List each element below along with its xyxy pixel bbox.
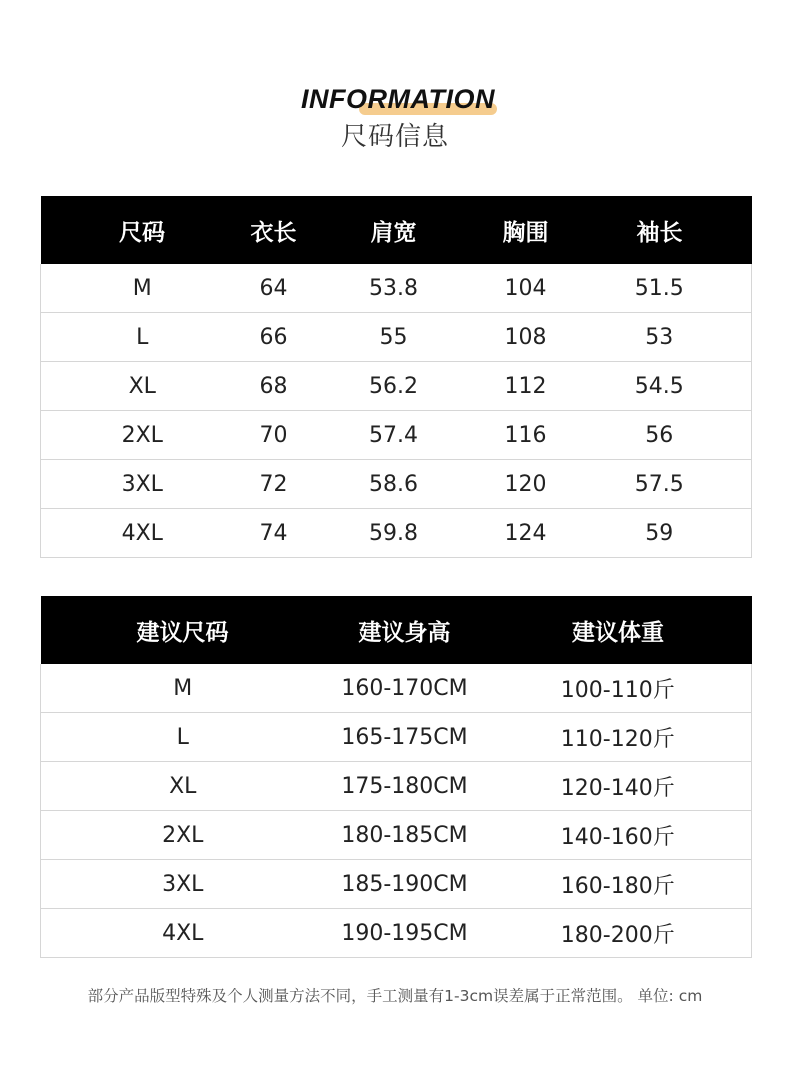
cell-sleeve: 54.5 bbox=[568, 362, 752, 411]
title-english bbox=[301, 82, 495, 116]
cell-shoulder: 55 bbox=[304, 313, 484, 362]
cell-weight: 100-110斤 bbox=[485, 664, 752, 713]
cell-size: M bbox=[41, 264, 244, 313]
header-sleeve: 袖长 bbox=[568, 196, 752, 264]
cell-size: XL bbox=[41, 762, 325, 811]
header-size: 尺码 bbox=[41, 196, 244, 264]
table-row bbox=[41, 460, 752, 509]
cell-chest: 120 bbox=[484, 460, 568, 509]
cell-length: 64 bbox=[244, 264, 304, 313]
cell-sleeve: 56 bbox=[568, 411, 752, 460]
cell-shoulder: 56.2 bbox=[304, 362, 484, 411]
cell-chest: 116 bbox=[484, 411, 568, 460]
header-chest: 胸围 bbox=[484, 196, 568, 264]
cell-sleeve: 53 bbox=[568, 313, 752, 362]
cell-weight: 180-200斤 bbox=[485, 909, 752, 958]
table-row bbox=[41, 509, 752, 558]
cell-chest: 108 bbox=[484, 313, 568, 362]
header-recommended-size: 建议尺码 bbox=[41, 596, 325, 664]
cell-chest: 124 bbox=[484, 509, 568, 558]
cell-weight: 120-140斤 bbox=[485, 762, 752, 811]
table-row bbox=[41, 411, 752, 460]
measurement-footnote: 部分产品版型特殊及个人测量方法不同，手工测量有1-3cm误差属于正常范围。 单位: cm bbox=[87, 987, 703, 1005]
cell-length: 66 bbox=[244, 313, 304, 362]
cell-size: 3XL bbox=[41, 860, 325, 909]
cell-shoulder: 59.8 bbox=[304, 509, 484, 558]
title-chinese: 尺码信息 bbox=[340, 122, 449, 152]
table-row bbox=[41, 313, 752, 362]
header-recommended-weight: 建议体重 bbox=[485, 596, 752, 664]
recommendation-header-row bbox=[41, 596, 752, 664]
table-row bbox=[41, 860, 752, 909]
table-row bbox=[41, 664, 752, 713]
cell-length: 72 bbox=[244, 460, 304, 509]
cell-size: 2XL bbox=[41, 411, 244, 460]
cell-height: 165-175CM bbox=[325, 713, 485, 762]
cell-height: 180-185CM bbox=[325, 811, 485, 860]
cell-weight: 140-160斤 bbox=[485, 811, 752, 860]
cell-weight: 110-120斤 bbox=[485, 713, 752, 762]
table-row bbox=[41, 762, 752, 811]
header-length: 衣长 bbox=[244, 196, 304, 264]
table-row bbox=[41, 264, 752, 313]
measurement-header-row bbox=[41, 196, 752, 264]
table-row bbox=[41, 713, 752, 762]
cell-size: L bbox=[41, 713, 325, 762]
cell-length: 68 bbox=[244, 362, 304, 411]
cell-size: 4XL bbox=[41, 509, 244, 558]
cell-size: XL bbox=[41, 362, 244, 411]
cell-size: 4XL bbox=[41, 909, 325, 958]
table-row bbox=[41, 909, 752, 958]
header-recommended-height: 建议身高 bbox=[325, 596, 485, 664]
page-header bbox=[0, 82, 790, 154]
cell-sleeve: 51.5 bbox=[568, 264, 752, 313]
header-shoulder: 肩宽 bbox=[304, 196, 484, 264]
cell-size: 2XL bbox=[41, 811, 325, 860]
cell-shoulder: 57.4 bbox=[304, 411, 484, 460]
cell-chest: 112 bbox=[484, 362, 568, 411]
cell-weight: 160-180斤 bbox=[485, 860, 752, 909]
cell-sleeve: 59 bbox=[568, 509, 752, 558]
cell-height: 160-170CM bbox=[325, 664, 485, 713]
recommendation-table bbox=[40, 596, 752, 958]
cell-length: 70 bbox=[244, 411, 304, 460]
cell-height: 190-195CM bbox=[325, 909, 485, 958]
table-row bbox=[41, 811, 752, 860]
cell-size: 3XL bbox=[41, 460, 244, 509]
cell-shoulder: 53.8 bbox=[304, 264, 484, 313]
measurement-table bbox=[40, 196, 752, 558]
cell-height: 175-180CM bbox=[325, 762, 485, 811]
cell-size: M bbox=[41, 664, 325, 713]
cell-shoulder: 58.6 bbox=[304, 460, 484, 509]
cell-height: 185-190CM bbox=[325, 860, 485, 909]
cell-chest: 104 bbox=[484, 264, 568, 313]
title-english-text: INFORMATION bbox=[301, 84, 495, 114]
cell-sleeve: 57.5 bbox=[568, 460, 752, 509]
cell-size: L bbox=[41, 313, 244, 362]
table-row bbox=[41, 362, 752, 411]
cell-length: 74 bbox=[244, 509, 304, 558]
